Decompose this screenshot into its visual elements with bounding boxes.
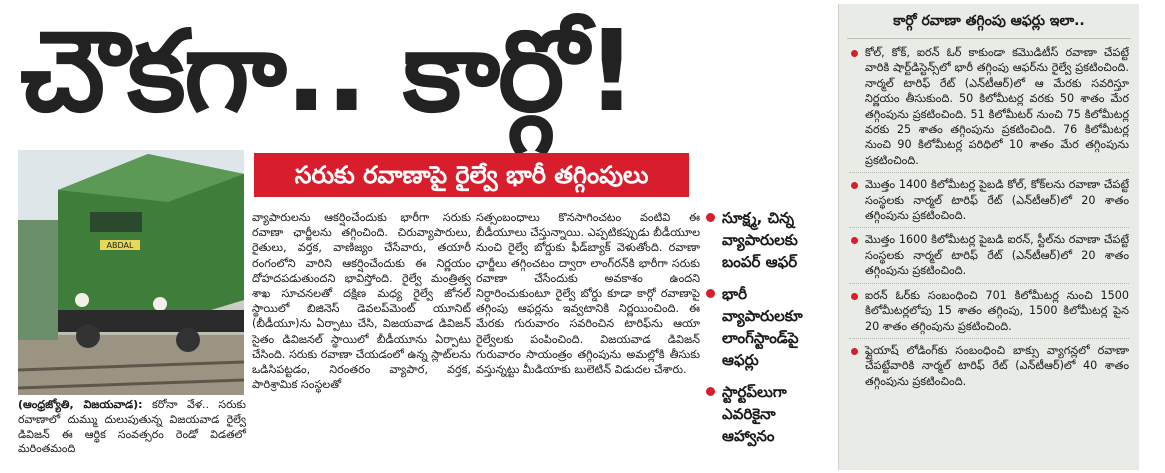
bullet-dot-icon (851, 50, 858, 57)
column-1-text: వ్యాపారులను ఆకర్షించేందుకు భారీగా సరుకు రవాణా ఛార్జీలను తగ్గించింది. చిరువ్యాపారులు, రైతులు, వర్తక, వాణిజ్యం చేసేవారు, తయారీ రంగంలోని వారిని ఆకర్షించేందుకు ఈ నిర్ణయం దోహదపడుతుందని భావిస్తోంది. రైల్వే మంత్రిత్వ శాఖ సూచనలతో దక్షిణ మధ్య రైల్వే జోనల్ స్థాయిలో బిజినెస్ డెవలప్‌మెంట్ యూనిట్ (బీడీయూ)ను ఏర్పాటు చేసి, విజయవాడ డివిజన్ సైతం డివిజనల్ స్థాయిలో బీడీయూను ఏర్పాటు చేసింది. సరుకు రవాణా చేయడంలో ఉన్న స్లాట్‌లను ఒడిసిపట్టడం, నిరంతరం వ్యాపార, వర్తక, పారిశ్రామిక సంస్థలతో (252, 211, 471, 392)
bullet-dot-icon (851, 348, 858, 355)
offers-sidebar (838, 4, 1139, 470)
article-column-1 (252, 210, 471, 472)
highlight-item: స్టార్టప్‌లుగా ఎవరికైనా ఆహ్వానం (706, 381, 828, 447)
sidebar-bullet: కోల్, కోక్, ఐరన్ ఓర్ కాకుండా కమొడిటీస్ రవాణా చేపట్టే వారికి షార్ట్‌డిస్టెన్స్‌లో భారీ తగ్గింపు ఆఫర్‌ను రైల్వే ప్రకటించింది. నార్మల్ టారిఫ్ రేట్ (ఎన్‌టీఆర్)లో ఆ మేరకు సవరిస్తూ నిర్ణయం తీసుకుంది. 50 కిలోమీటర్ల వరకు 50 శాతం మేర తగ్గింపును ప్రకటించింది. 51 కిలోమీటర్ నుంచి 75 కిలోమీటర్ల వరకు 25 శాతం తగ్గింపును ప్రకటించింది. 76 కిలోమీటర్ల నుంచి 90 కిలోమీటర్ల పరిధిలో 10 శాతం మేర తగ్గింపును ప్రకటించింది. (849, 45, 1129, 173)
column-2-text: సత్సంబంధాలు కొనసాగించటం వంటివి ఈ బీడీయూలు చేస్తున్నాయి. ఎప్పటికప్పుడు బీడీయూల నుంచి రైల్వే బోర్డుకు ఫీడ్‌బ్యాక్ వెళుతోంది. రవాణా ఛార్జీలు తగ్గించటం ద్వారా లాంగ్‌రన్‌కి భారీగా సరుకు రవాణా చేసేందుకు అవకాశం ఉందని నిర్ధారించుకుంటూ రైల్వే బోర్డు కూడా కార్గో రవాణాపై తగ్గింపు ఆఫర్లను ఇవ్వటానికి నిర్ణయించింది. ఈ మేరకు గురువారం సవరించిన టారిఫ్‌ను ఆయా రైల్వేలకు పంపించింది. విజయవాడ డివిజన్ గురువారం సాయంత్రం తగ్గింపును అమల్లోకి తీసుకు వస్తున్నట్టు మీడియాకు బులెటిన్ విడుదల చేశారు. (476, 211, 700, 377)
sidebar-bullet: ఐరన్ ఓర్‌కు సంబంధించి 701 కిలోమీటర్ల నుంచి 1500 కిలోమీటర్లలోపు 15 శాతం తగ్గింపు, 1500 కిలోమీటర్ల పైన 20 శాతం తగ్గింపును ప్రకటించింది. (849, 288, 1129, 339)
dateline: (ఆంధ్రజ్యోతి, విజయవాడ): (18, 398, 143, 411)
sidebar-bullet: మొత్తం 1400 కిలోమీటర్ల పైబడి కోల్, కోక్‌లను రవాణా చేపట్టే సంస్థలకు నార్మల్ టారిఫ్ రేట్ (ఎన్‌టీఆర్)లో 20 శాతం తగ్గింపును ప్రకటించింది. (849, 177, 1129, 228)
article-column-2 (476, 210, 700, 472)
bullet-dot-icon (706, 387, 715, 396)
highlight-item: సూక్ష్మ, చిన్న వ్యాపారులకు బంపర్ ఆఫర్ (706, 207, 828, 273)
intro-text: కరోనా వేళ.. సరుకు రవాణాలో దుమ్ము దులుపుతున్న విజయవాడ రైల్వే డివిజన్ ఈ ఆర్థిక సంవత్సరం రెండో విడతలో మరింతమంది (18, 398, 246, 456)
train-photo (18, 150, 244, 395)
subheadline: సరుకు రవాణాపై రైల్వే భారీ తగ్గింపులు (254, 153, 689, 197)
locomotive-badge-text: ABDAL (106, 241, 134, 250)
bullet-dot-icon (851, 182, 858, 189)
highlights-list (706, 207, 828, 457)
bullet-dot-icon (851, 293, 858, 300)
train-locomotive-icon (18, 150, 244, 395)
sidebar-title: కార్గో రవాణా తగ్గింపు ఆఫర్లు ఇలా.. (847, 4, 1131, 39)
sidebar-bullet: ఫ్లైయాష్ లోడింగ్‌కు సంబంధించి బాక్సు వ్యాగన్లలో రవాణా చేపట్టేవారికి నార్మల్ టారిఫ్ రేట్ (ఎన్‌టీఆర్)లో 40 శాతం తగ్గింపును ప్రకటించింది. (849, 343, 1129, 393)
article-intro (18, 398, 246, 457)
bullet-dot-icon (851, 237, 858, 244)
bullet-dot-icon (706, 289, 715, 298)
highlight-item: భారీ వ్యాపారులకూ లాంగ్‌స్టాండ్‌పై ఆఫర్లు (706, 283, 828, 371)
headline: చౌకగా.. కార్గో! (20, 7, 636, 137)
sidebar-bullets (839, 39, 1139, 393)
bullet-dot-icon (706, 213, 715, 222)
sidebar-bullet: మొత్తం 1600 కిలోమీటర్ల పైబడి ఐరన్, స్టీల్‌ను రవాణా చేపట్టే సంస్థలకు నార్మల్ టారిఫ్ రేట్ (ఎన్‌టీఆర్)లో 20 శాతం తగ్గింపును ప్రకటించింది. (849, 232, 1129, 283)
